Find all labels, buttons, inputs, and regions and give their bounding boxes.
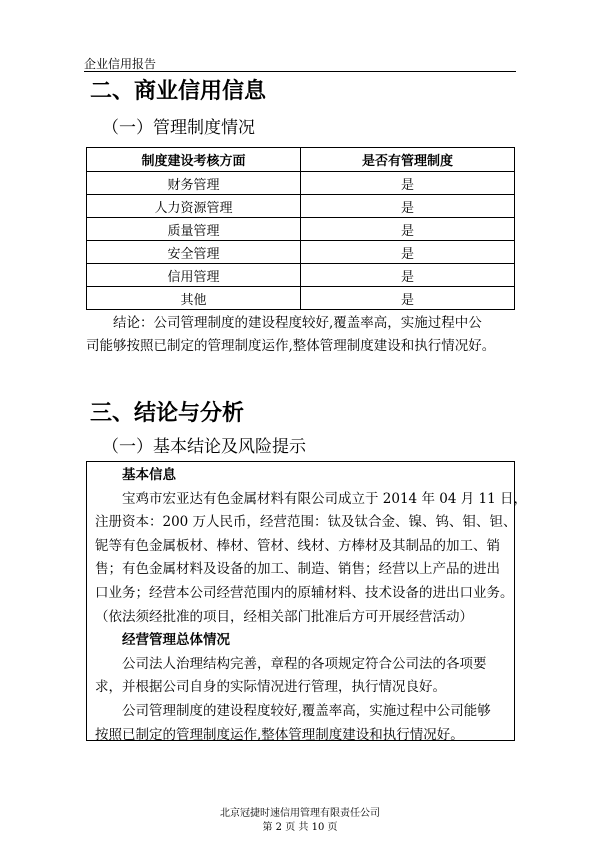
conclusion-box	[86, 461, 527, 743]
table-cell-value: 是	[301, 264, 515, 287]
table-row	[87, 218, 515, 241]
table-row	[87, 264, 515, 287]
operations-line: 按照已制定的管理制度运作,整体管理制度建设和执行情况好。	[95, 726, 464, 743]
operations-heading: 经营管理总体情况	[122, 632, 230, 649]
basic-info-line: 售；有色金属材料及设备的加工、制造、销售；经营以上产品的进出	[95, 561, 500, 578]
table-cell-value: 是	[301, 195, 515, 218]
table-row	[87, 241, 515, 264]
conclusion-line: 结论：公司管理制度的建设程度较好,覆盖率高，实施过程中公	[113, 315, 482, 331]
table-cell-aspect: 其他	[87, 287, 301, 310]
column-header-has-system: 是否有管理制度	[301, 148, 515, 172]
section-title-business-credit: 二、商业信用信息	[90, 79, 267, 104]
table-cell-aspect: 信用管理	[87, 264, 301, 287]
section-title-conclusion-analysis: 三、结论与分析	[90, 401, 245, 426]
operations-line: 公司法人治理结构完善，章程的各项规定符合公司法的各项要	[122, 655, 487, 672]
column-header-aspect: 制度建设考核方面	[87, 148, 301, 172]
basic-info-line: 注册资本：200 万人民币，经营范围：钛及钛合金、镍、钨、钼、钽、	[95, 514, 517, 531]
table-cell-aspect: 安全管理	[87, 241, 301, 264]
footer-page-number: 第 2 页 共 10 页	[262, 822, 338, 833]
management-conclusion	[86, 312, 516, 358]
operations-line: 公司管理制度的建设程度较好,覆盖率高，实施过程中公司能够	[122, 702, 491, 719]
table-header-row	[87, 148, 515, 172]
table-row	[87, 195, 515, 218]
table-row	[87, 287, 515, 310]
subsection-title-management: （一）管理制度情况	[102, 118, 255, 138]
basic-info-line: 宝鸡市宏亚达有色金属材料有限公司成立于 2014 年 04 月 11 日，	[122, 490, 527, 507]
page-header: 企业信用报告	[84, 57, 157, 71]
table-cell-aspect: 质量管理	[87, 218, 301, 241]
table-cell-value: 是	[301, 172, 515, 195]
conclusion-line: 司能够按照已制定的管理制度运作,整体管理制度建设和执行情况好。	[86, 338, 496, 354]
management-system-table	[86, 147, 515, 310]
footer-company: 北京冠捷时速信用管理有限责任公司	[220, 808, 380, 819]
table-cell-aspect: 人力资源管理	[87, 195, 301, 218]
basic-info-line: （依法须经批准的项目，经相关部门批准后方可开展经营活动）	[95, 608, 473, 625]
operations-line: 求，并根据公司自身的实际情况进行管理，执行情况良好。	[95, 679, 446, 696]
table-cell-value: 是	[301, 241, 515, 264]
basic-info-heading: 基本信息	[122, 467, 176, 483]
table-cell-value: 是	[301, 218, 515, 241]
table-row	[87, 172, 515, 195]
table-cell-value: 是	[301, 287, 515, 310]
basic-info-line: 口业务；经营本公司经营范围内的原辅材料、技术设备的进出口业务。	[95, 584, 514, 601]
basic-info-line: 铌等有色金属板材、棒材、管材、线材、方棒材及其制品的加工、销	[95, 537, 500, 554]
subsection-title-basic-conclusion: （一）基本结论及风险提示	[102, 437, 306, 457]
table-cell-aspect: 财务管理	[87, 172, 301, 195]
header-divider	[84, 71, 516, 72]
